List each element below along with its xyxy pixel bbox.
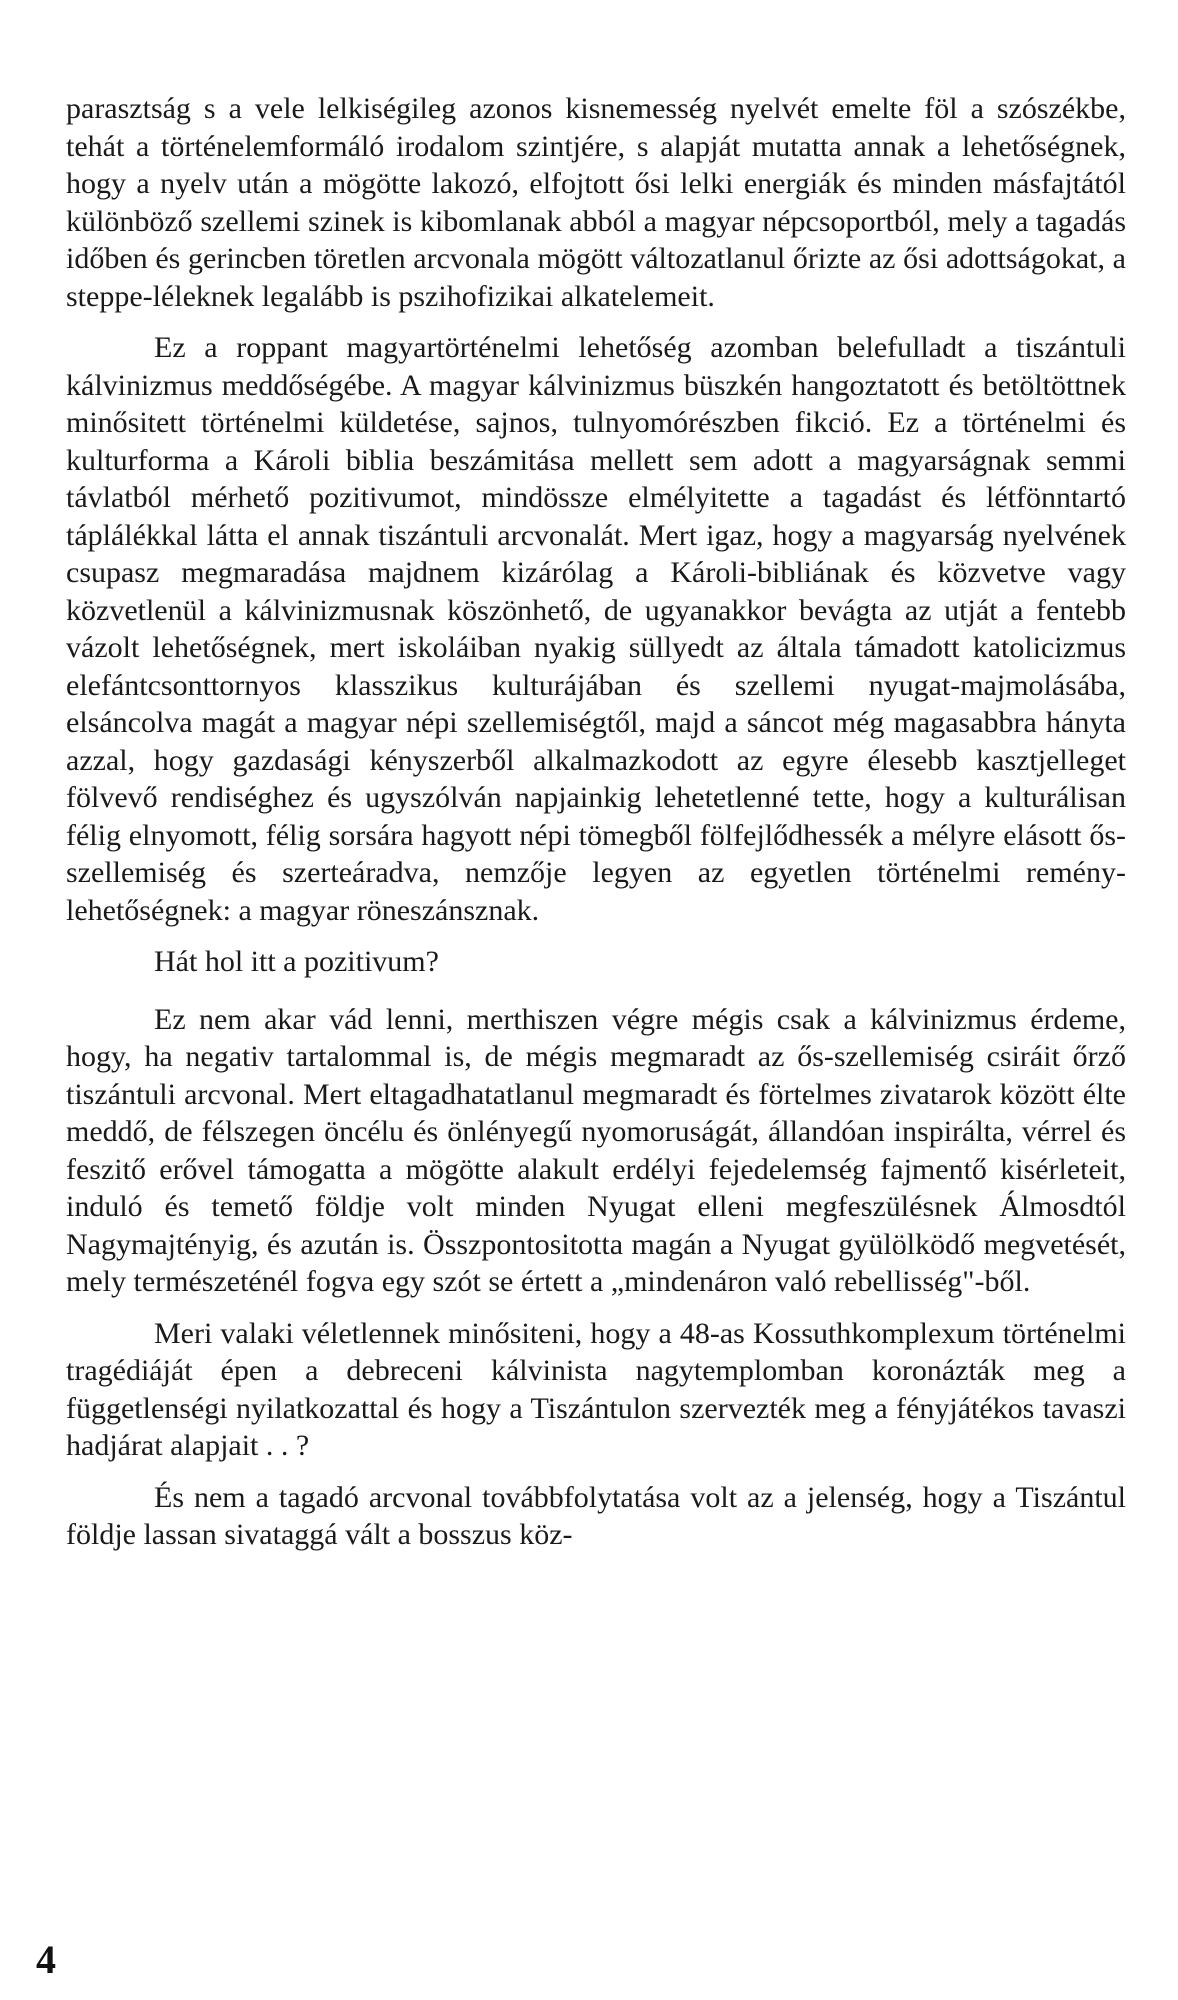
page-body xyxy=(66,90,1126,1950)
paragraph-4: Ez nem akar vád lenni, merthiszen végre mégis csak a kálvinizmus érdeme, hogy, ha negativ tartalommal is, de mégis megmaradt az ős-szellemiség csiráit őrző tiszántuli arcvonal. Mert eltagadhatatlanul megmaradt és förtelmes zivatarok között élte meddő, de félszegen öncélu és önlényegű nyomoruságát, állandóan inspirálta, vérrel és feszitő erővel támogatta a mögötte alakult erdélyi fejedelemség fajmentő kisérleteit, induló és temető földje volt minden Nyugat elleni megfeszülésnek Álmosdtól Nagymajtényig, és azután is. Összpontositotta magán a Nyugat gyülölködő megvetését, mely természeténél fogva egy szót se értett a „mindenáron való rebellisség"-ből. xyxy=(66,1002,1126,1298)
paragraph-2: Ez a roppant magyartörténelmi lehetőség azomban belefulladt a tiszántuli kálvinizmus meddőségébe. A magyar kálvinizmus büszkén hangoztatott és betöltöttnek minősitett történelmi küldetése, sajnos, tulnyomórészben fikció. Ez a történelmi és kulturforma a Károli biblia beszámitása mellett sem adott a magyarságnak semmi távlatból mérhető pozitivumot, mindössze elmélyitette a tagadást és létfönntartó táplálékkal látta el annak tiszántuli arcvonalát. Mert igaz, hogy a magyarság nyelvének csupasz megmaradása majdnem kizárólag a Károli-bibliának és közvetve vagy közvetlenül a kálvinizmusnak köszönhető, de ugyanakkor bevágta az utját a fentebb vázolt lehetőségnek, mert iskoláiban nyakig süllyedt az általa támadott katolicizmus elefántcsonttornyos klasszikus kulturájában és szellemi nyugat-majmolásába, elsáncolva magát a magyar népi szellemiségtől, majd a sáncot még magasabbra hányta azzal, hogy gazdasági kényszerből alkalmazkodott az egyre élesebb kasztjelleget fölvevő rendiséghez és ugyszólván napjainkig lehetetlenné tette, hogy a kulturálisan félig elnyomott, félig sorsára hagyott népi tömegből fölfejlődhessék a mélyre elásott ős-szellemiség és szerteáradva, nemzője legyen az egyetlen történelmi remény-lehetőségnek: a magyar röneszánsznak. xyxy=(66,331,1126,927)
paragraph-6: És nem a tagadó arcvonal továbbfolytatása volt az a jelenség, hogy a Tiszántul földje lassan sivataggá vált a bosszus köz- xyxy=(66,1480,1126,1551)
paragraph-1: parasztság s a vele lelkiségileg azonos kisnemesség nyelvét emelte föl a szószékbe, tehát a történelemformáló irodalom szintjére, s alapját mutatta annak a lehetőségnek, hogy a nyelv után a mögötte lakozó, elfojtott ősi lelki energiák és minden másfajtától különböző szellemi szinek is kibomlanak abból a magyar népcsoportból, mely a tagadás időben és gerincben töretlen arcvonala mögött változatlanul őrizte az ősi adottságokat, a steppe-léleknek legalább is pszihofizikai alkatelemeit. xyxy=(66,92,1126,313)
paragraph-5: Meri valaki véletlennek minősiteni, hogy a 48-as Kossuthkomplexum történelmi tragédiáját épen a debreceni kálvinista nagytemplomban koronázták meg a függetlenségi nyilatkozattal és hogy a Tiszántulon szervezték meg a fényjátékos tavaszi hadjárat alapjait . . ? xyxy=(66,1316,1126,1462)
paragraph-3: Hát hol itt a pozitivum? xyxy=(154,945,439,978)
page-number: 4 xyxy=(36,1937,56,1982)
